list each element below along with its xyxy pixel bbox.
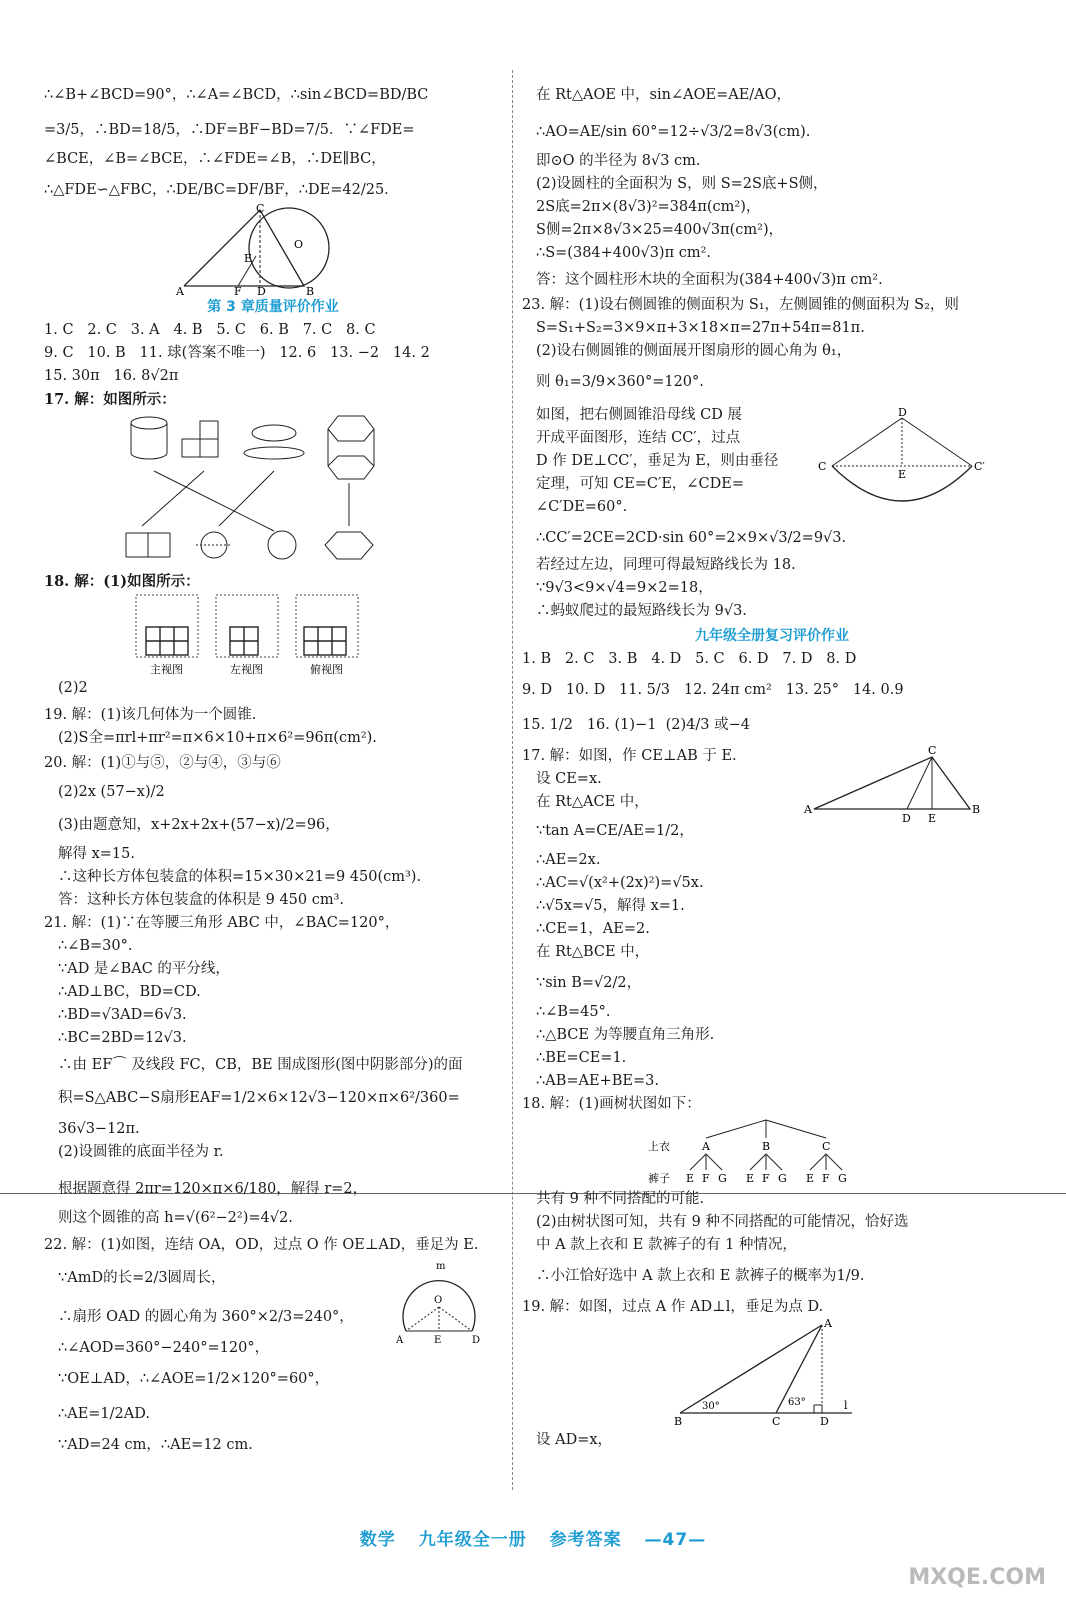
label: C — [818, 460, 827, 473]
text-line: 在 Rt△BCE 中， — [536, 944, 650, 960]
text-line: ∴△BCE 为等腰直角三角形. — [536, 1027, 715, 1043]
text-line: ∵AmD的长=2/3圆周长， — [58, 1270, 226, 1286]
text-line: ∴∠B=45°. — [536, 1004, 611, 1020]
text-line: 19. 解：(1)该几何体为一个圆锥. — [44, 707, 257, 723]
text-line: 设 AD=x， — [536, 1432, 613, 1448]
text-line: D 作 DE⊥CC′，垂足为 E，则由垂径 — [536, 453, 779, 469]
tree-leaf: E — [806, 1172, 815, 1185]
text-line: (2)2 — [58, 680, 88, 696]
text-line: 积=S△ABC−S扇形EAF=1/2×6×12√3−120×π×6²/360= — [58, 1090, 460, 1106]
text-line: 36√3−12π. — [58, 1121, 140, 1137]
label: D — [257, 285, 266, 296]
text-line: ∵AD 是∠BAC 的平分线， — [58, 961, 230, 977]
text-line: =3/5，∴BD=18/5，∴DF=BF−BD=7/5．∵∠FDE= — [44, 122, 415, 138]
tree-leaf: F — [702, 1172, 710, 1185]
text-line: (2)设圆锥的底面半径为 r. — [58, 1144, 224, 1160]
label: O — [294, 238, 304, 251]
text-line: ∵AD=24 cm，∴AE=12 cm. — [58, 1437, 253, 1453]
label: A — [824, 1319, 832, 1330]
sector-figure — [812, 406, 992, 506]
text-line: (2)S全=πrl+πr²=π×6×10+π×6²=96π(cm²). — [58, 730, 377, 746]
text-line: ∴△FDE∽△FBC，∴DE/BC=DF/BF，∴DE=42/25． — [44, 182, 399, 198]
text-line: ∴蚂蚁爬过的最短路线长为 9√3. — [536, 603, 747, 619]
text-line: 23. 解：(1)设右侧圆锥的侧面积为 S₁，左侧圆锥的侧面积为 S₂，则 — [522, 297, 959, 313]
tree-leaf: G — [778, 1172, 787, 1185]
text-line: ∴∠B=30°. — [58, 938, 133, 954]
label: C — [256, 204, 265, 215]
label: D — [472, 1335, 481, 1346]
label: C′ — [974, 460, 985, 473]
text-line: 21. 解：(1)∵在等腰三角形 ABC 中，∠BAC=120°， — [44, 915, 400, 931]
text-line: ∴CC′=2CE=2CD·sin 60°=2×9×√3/2=9√3. — [536, 530, 847, 546]
text-line: (2)设右侧圆锥的侧面展开图扇形的圆心角为 θ₁， — [536, 343, 852, 359]
text-line: 在 Rt△AOE 中，sin∠AOE=AE/AO， — [536, 87, 792, 103]
text-line: 答：这个圆柱形木块的全面积为(384+400√3)π cm². — [536, 272, 883, 288]
page-number: —47— — [644, 1530, 707, 1550]
text-line: 定理，可知 CE=C′E，∠CDE= — [536, 476, 745, 492]
angle-label: 63° — [788, 1397, 806, 1408]
right-column — [522, 70, 1022, 1452]
label: E — [434, 1335, 442, 1346]
label: O — [434, 1295, 443, 1306]
tree-top-label: 上衣 — [648, 1140, 670, 1153]
text-line: ∴BD=√3AD=6√3. — [58, 1007, 187, 1023]
tree-leaf: F — [762, 1172, 770, 1185]
text-line: ∵OE⊥AD，∴∠AOE=1/2×120°=60°， — [58, 1371, 330, 1387]
text-line: (2)设圆柱的全面积为 S，则 S=2S底+S侧， — [536, 176, 828, 192]
question-17: 17. 解：如图所示： — [44, 391, 176, 408]
text-line: ∴BE=CE=1. — [536, 1050, 627, 1066]
question-18: 18. 解：(1)画树状图如下： — [522, 1096, 701, 1112]
answer-row: 9. C 10. B 11. 球(答案不唯一) 12. 6 13. −2 14. 2 — [44, 345, 430, 361]
label: B — [972, 803, 981, 816]
text-line: 2S底=2π×(8√3)²=384π(cm²)， — [536, 199, 761, 215]
text-line: ∴CE=1，AE=2. — [536, 921, 650, 937]
label: E — [244, 252, 253, 265]
section-title: 九年级全册复习评价作业 — [695, 628, 849, 644]
text-line: (2)由树状图可知，共有 9 种不同搭配的可能情况，恰好选 — [536, 1214, 909, 1230]
label: E — [898, 468, 907, 481]
label: B — [674, 1415, 683, 1428]
text-line: ∴AD⊥BC，BD=CD. — [58, 984, 201, 1000]
text-line: ∴AC=√(x²+(2x)²)=√5x. — [536, 875, 704, 891]
text-line: ∴AE=2x. — [536, 852, 601, 868]
label: D — [902, 812, 911, 825]
text-line: ∵9√3<9×√4=9×2=18， — [536, 580, 713, 596]
arc-figure — [394, 1261, 484, 1346]
view-label: 主视图 — [150, 663, 183, 675]
answer-row: 9. D 10. D 11. 5/3 12. 24π cm² 13. 25° 14. 0.9 — [522, 682, 904, 698]
section-title: 第 3 章质量评价作业 — [207, 299, 339, 315]
text-line: 在 Rt△ACE 中， — [536, 794, 649, 810]
label: A — [396, 1335, 404, 1346]
text-line: ∴S=(384+400√3)π cm². — [536, 245, 712, 261]
text-line: 根据题意得 2πr=120×π×6/180，解得 r=2， — [58, 1181, 368, 1197]
text-line: 20. 解：(1)①与⑤，②与④，③与⑥ — [44, 755, 281, 771]
label: E — [928, 812, 937, 825]
page-footer — [0, 1525, 1066, 1550]
watermark: MXQE.COM — [908, 1565, 1046, 1590]
answer-row: 1. B 2. C 3. B 4. D 5. C 6. D 7. D 8. D — [522, 651, 857, 667]
tree-leaf: F — [822, 1172, 830, 1185]
text-line: ∴√5x=√5，解得 x=1. — [536, 898, 685, 914]
answer-row: 15. 1/2 16. (1)−1 (2)4/3 或−4 — [522, 717, 750, 733]
label: m — [436, 1261, 446, 1272]
footer-subject: 数学 — [359, 1530, 396, 1550]
text-line: 若经过左边，同理可得最短路线长为 18. — [536, 557, 796, 573]
tree-node: B — [762, 1140, 771, 1153]
text-line: (2)2x (57−x)/2 — [58, 784, 165, 800]
text-line: 答：这种长方体包装盒的体积是 9 450 cm³. — [58, 892, 345, 908]
text-line: ∠C′DE=60°. — [536, 499, 628, 515]
tree-node: A — [702, 1140, 710, 1153]
text-line: ∠BCE，∠B=∠BCE，∴∠FDE=∠B，∴DE∥BC， — [44, 151, 386, 167]
answer-row: 1. C 2. C 3. A 4. B 5. C 6. B 7. C 8. C — [44, 322, 376, 338]
text-line: 如图，把右侧圆锥沿母线 CD 展 — [536, 407, 742, 423]
text-line: ∴BC=2BD=12√3. — [58, 1030, 187, 1046]
text-line: 即⊙O 的半径为 8√3 cm. — [536, 153, 701, 169]
text-line: 解得 x=15. — [58, 846, 135, 862]
label: D — [898, 406, 907, 419]
text-line: 共有 9 种不同搭配的可能. — [536, 1191, 705, 1207]
question-19: 19. 解：如图，过点 A 作 AD⊥l，垂足为点 D. — [522, 1299, 824, 1315]
text-line: ∴AO=AE/sin 60°=12÷√3/2=8√3(cm). — [536, 124, 811, 140]
text-line: ∴∠AOD=360°−240°=120°， — [58, 1340, 270, 1356]
label: C — [772, 1415, 781, 1428]
tree-diagram — [646, 1116, 886, 1188]
tree-leaf: G — [718, 1172, 727, 1185]
text-line: 17. 解：如图，作 CE⊥AB 于 E. — [522, 748, 737, 764]
footer-title: 参考答案 — [549, 1530, 622, 1550]
view-label: 左视图 — [230, 663, 263, 675]
angle-label: 30° — [702, 1401, 720, 1412]
tree-leaf: G — [838, 1172, 847, 1185]
text-line: 中 A 款上衣和 E 款裤子的有 1 种情况， — [536, 1237, 797, 1253]
label: A — [176, 285, 184, 296]
text-line: ∴这种长方体包装盒的体积=15×30×21=9 450(cm³). — [58, 869, 422, 885]
text-line: ∴由 EF⌒ 及线段 FC，CB，BE 围成图形(图中阴影部分)的面 — [58, 1057, 463, 1073]
left-column — [44, 70, 502, 1457]
tree-leaf: E — [686, 1172, 695, 1185]
tree-node: C — [822, 1140, 831, 1153]
label: D — [820, 1415, 829, 1428]
text-line: ∴扇形 OAD 的圆心角为 360°×2/3=240°， — [58, 1309, 354, 1325]
three-views-figure — [134, 593, 374, 675]
text-line: 则 θ₁=3/9×360°=120°. — [536, 374, 704, 390]
text-line: (3)由题意知，x+2x+2x+(57−x)/2=96， — [58, 817, 340, 833]
solids-matching-figure — [124, 411, 484, 566]
column-divider — [512, 70, 513, 1490]
label: l — [844, 1399, 848, 1412]
view-label: 俯视图 — [310, 663, 343, 675]
label: C — [928, 745, 937, 757]
label: A — [804, 803, 812, 816]
answer-row: 15. 30π 16. 8√2π — [44, 368, 179, 384]
text-line: 设 CE=x. — [536, 771, 602, 787]
tree-bottom-label: 裤子 — [648, 1172, 670, 1185]
text-line: ∵sin B=√2/2， — [536, 975, 642, 991]
text-line: ∵tan A=CE/AE=1/2， — [536, 823, 694, 839]
text-line: ∴∠B+∠BCD=90°，∴∠A=∠BCD，∴sin∠BCD=BD/BC — [44, 87, 429, 103]
angle-figure — [672, 1319, 872, 1429]
text-line: 则这个圆锥的高 h=√(6²−2²)=4√2. — [58, 1210, 293, 1226]
text-line: S侧=2π×8√3×25=400√3π(cm²)， — [536, 222, 784, 238]
text-line: ∴小江恰好选中 A 款上衣和 E 款裤子的概率为1/9. — [536, 1268, 865, 1284]
footer-grade: 九年级全一册 — [418, 1530, 527, 1550]
question-18: 18. 解：(1)如图所示： — [44, 573, 200, 590]
label: F — [234, 285, 242, 296]
text-line: ∴AB=AE+BE=3. — [536, 1073, 659, 1089]
text-line: 22. 解：(1)如图，连结 OA，OD，过点 O 作 OE⊥AD，垂足为 E. — [44, 1237, 479, 1253]
text-line: S=S₁+S₂=3×9×π+3×18×π=27π+54π=81π. — [536, 320, 865, 336]
text-line: 开成平面图形，连结 CC′，过点 — [536, 430, 741, 446]
triangle-figure — [802, 745, 982, 825]
circle-triangle-figure — [174, 204, 344, 296]
text-line: ∴AE=1/2AD. — [58, 1406, 150, 1422]
label: B — [306, 285, 315, 296]
tree-leaf: E — [746, 1172, 755, 1185]
